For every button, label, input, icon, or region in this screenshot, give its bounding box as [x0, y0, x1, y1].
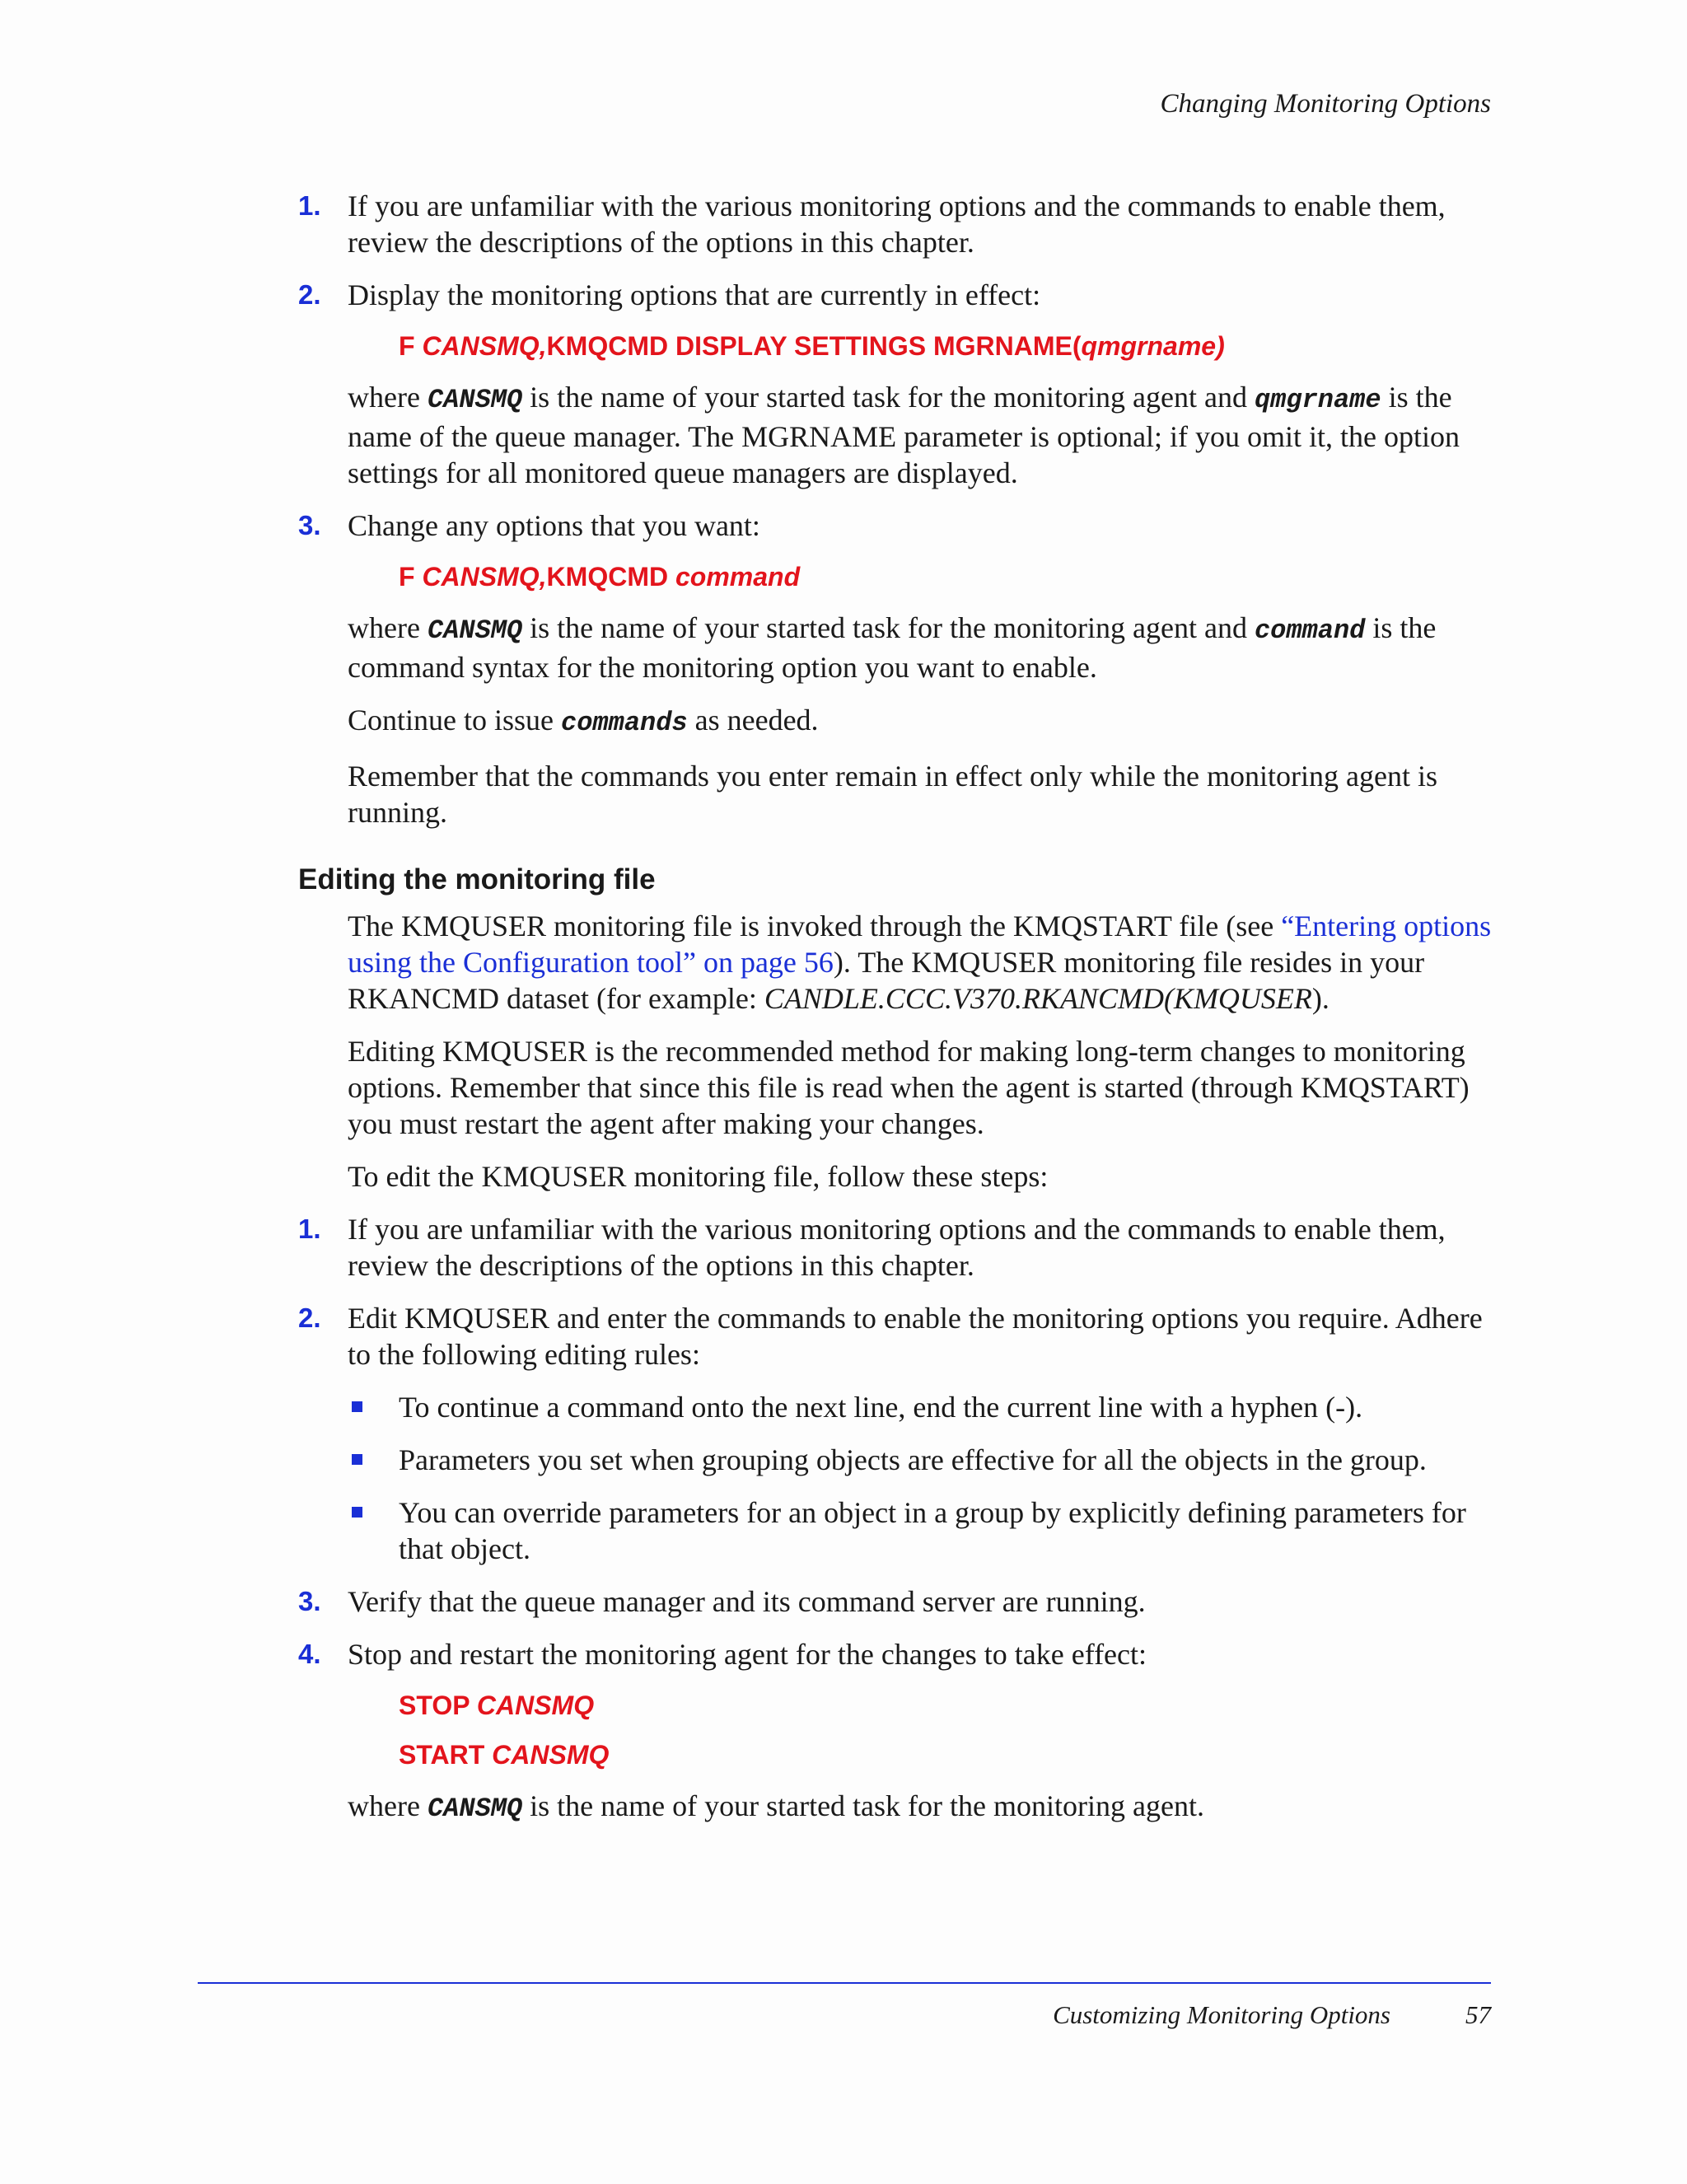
- where-paragraph: [348, 379, 1493, 491]
- step-text: Stop and restart the monitoring agent for the changes to take effect:: [348, 1638, 1147, 1671]
- bullet-item: [399, 1389, 1493, 1425]
- bullet-item: [399, 1494, 1493, 1567]
- code-term: CANSMQ: [427, 1793, 523, 1824]
- step-text: If you are unfamiliar with the various monitoring options and the commands to enable them, review the descriptions of the options in this chapter.: [348, 189, 1446, 259]
- code-term: CANSMQ: [427, 615, 523, 646]
- command-body: KMQCMD: [546, 562, 675, 592]
- step-number: 1.: [298, 190, 321, 221]
- para-text: ). The KMQUSER monitoring file resides in your RKANCMD dataset (for example:: [348, 946, 1425, 1015]
- list-item: [298, 1211, 1493, 1284]
- body-paragraph: Editing KMQUSER is the recommended method for making long-term changes to monitoring options. Remember that since this file is read when the agent is started (through KMQSTART) you must restart the agent after making your changes.: [348, 1035, 1470, 1140]
- continue-paragraph: [348, 702, 1493, 741]
- where-text: is the name of your started task for the monitoring agent.: [522, 1789, 1204, 1822]
- bullet-square-icon: [352, 1454, 362, 1465]
- code-term: commands: [561, 708, 688, 738]
- step-text: If you are unfamiliar with the various monitoring options and the commands to enable them, review the descriptions of the options in this chapter.: [348, 1213, 1446, 1282]
- bullet-text: You can override parameters for an object in a group by explicitly defining parameters for that object.: [399, 1496, 1466, 1565]
- cross-reference-link[interactable]: “Entering options using the Configuration tool” on page 56: [348, 910, 1492, 979]
- para-text: as needed.: [687, 704, 819, 737]
- command-example: [399, 330, 1493, 362]
- step-number: 3.: [298, 1586, 321, 1616]
- command-example: [399, 1738, 1493, 1771]
- step-text: Display the monitoring options that are currently in effect:: [348, 278, 1041, 311]
- bullet-text: Parameters you set when grouping objects are effective for all the objects in the group.: [399, 1443, 1427, 1476]
- step-number: 4.: [298, 1639, 321, 1669]
- list-item: [298, 277, 1493, 313]
- step-number: 2.: [298, 279, 321, 310]
- step-text: Edit KMQUSER and enter the commands to enable the monitoring options you require. Adhere to the following editing rules:: [348, 1302, 1483, 1371]
- where-text: is the name of the queue manager. The MGRNAME parameter is optional; if you omit it, the option settings for all monitored queue managers are displayed.: [348, 381, 1460, 489]
- list-item: [298, 188, 1493, 260]
- intro-paragraph: [348, 908, 1493, 1017]
- where-text: where: [348, 611, 428, 644]
- list-item: [298, 1300, 1493, 1373]
- running-header: Changing Monitoring Options: [1160, 89, 1491, 119]
- step-text: Verify that the queue manager and its command server are running.: [348, 1585, 1146, 1618]
- command-prefix: F: [399, 331, 423, 361]
- command-prefix: START: [399, 1740, 493, 1770]
- section-heading: Editing the monitoring file: [298, 863, 656, 896]
- remember-paragraph: Remember that the commands you enter remain in effect only while the monitoring agent is running.: [348, 760, 1437, 829]
- para-text: Continue to issue: [348, 704, 561, 737]
- dataset-example: CANDLE.CCC.V370.RKANCMD(KMQUSER: [764, 982, 1312, 1015]
- para-text: ).: [1311, 982, 1330, 1015]
- list-item: [298, 1583, 1493, 1620]
- command-example: [399, 1689, 1493, 1722]
- footer-divider: [198, 1982, 1491, 1984]
- where-text: is the command syntax for the monitoring option you want to enable.: [348, 611, 1437, 684]
- bullet-square-icon: [352, 1401, 362, 1412]
- command-prefix: F: [399, 562, 423, 592]
- command-body: KMQCMD DISPLAY SETTINGS MGRNAME(: [546, 331, 1082, 361]
- command-variable: CANSMQ: [476, 1691, 595, 1720]
- where-text: is the name of your started task for the monitoring agent and: [522, 381, 1255, 414]
- code-term: qmgrname: [1254, 385, 1381, 415]
- command-prefix: STOP: [399, 1691, 477, 1720]
- step-number: 3.: [298, 510, 321, 540]
- para-text: The KMQUSER monitoring file is invoked through the KMQSTART file (see: [348, 910, 1282, 942]
- bullet-square-icon: [352, 1507, 362, 1518]
- list-item: [298, 507, 1493, 544]
- where-text: where: [348, 1789, 428, 1822]
- command-variable: CANSMQ,: [422, 331, 547, 361]
- step-text: Change any options that you want:: [348, 509, 760, 542]
- command-example: [399, 560, 1493, 593]
- where-paragraph: [348, 610, 1493, 685]
- command-variable: qmgrname): [1081, 331, 1225, 361]
- command-variable: command: [675, 562, 801, 592]
- code-term: command: [1254, 615, 1366, 646]
- command-variable: CANSMQ,: [422, 562, 547, 592]
- body-paragraph: To edit the KMQUSER monitoring file, follow these steps:: [348, 1160, 1049, 1193]
- bullet-item: [399, 1442, 1493, 1478]
- bullet-text: To continue a command onto the next line, end the current line with a hyphen (-).: [399, 1391, 1363, 1424]
- footer-title: Customizing Monitoring Options: [1053, 2000, 1390, 2029]
- page-number: 57: [1465, 2000, 1491, 2029]
- where-paragraph: [348, 1788, 1493, 1827]
- command-variable: CANSMQ: [492, 1740, 610, 1770]
- where-text: is the name of your started task for the monitoring agent and: [522, 611, 1255, 644]
- page-content: [298, 188, 1493, 1844]
- code-term: CANSMQ: [427, 385, 523, 415]
- where-text: where: [348, 381, 428, 414]
- step-number: 1.: [298, 1214, 321, 1244]
- step-number: 2.: [298, 1302, 321, 1333]
- list-item: [298, 1636, 1493, 1672]
